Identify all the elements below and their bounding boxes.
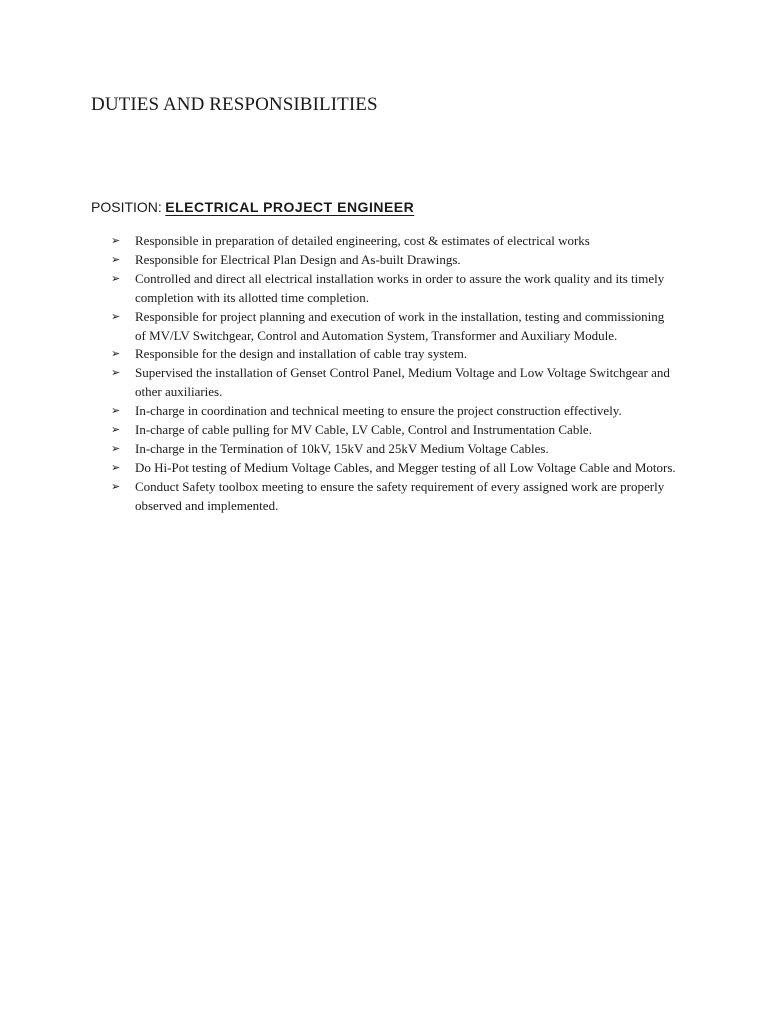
arrow-right-icon: ➢: [111, 366, 121, 380]
arrow-right-icon: ➢: [111, 423, 121, 437]
arrow-right-icon: ➢: [111, 404, 121, 418]
duty-item: [111, 459, 676, 478]
duty-text: Conduct Safety toolbox meeting to ensure the safety requirement of every assigned work are properly observed and implemented.: [135, 478, 665, 513]
duties-list: [111, 232, 676, 516]
duty-item: [111, 421, 676, 440]
duty-item: [111, 364, 676, 402]
position-label: POSITION:: [91, 199, 162, 215]
arrow-right-icon: ➢: [111, 347, 121, 361]
arrow-right-icon: ➢: [111, 234, 121, 247]
duty-item: [111, 402, 676, 421]
duty-item: [111, 270, 676, 308]
arrow-right-icon: ➢: [111, 252, 121, 266]
duty-text: In-charge in the Termination of 10kV, 15kV and 25kV Medium Voltage Cables.: [135, 440, 549, 456]
arrow-right-icon: ➢: [111, 309, 121, 323]
duty-item: [111, 308, 676, 346]
duty-text: In-charge in coordination and technical meeting to ensure the project construction effectively.: [135, 403, 622, 419]
duty-text: Do Hi-Pot testing of Medium Voltage Cables, and Megger testing of all Low Voltage Cable and Motors.: [135, 459, 676, 475]
duty-item: [111, 232, 676, 251]
arrow-right-icon: ➢: [111, 460, 121, 474]
duty-text: Responsible for the design and installation of cable tray system.: [135, 346, 468, 362]
duty-text: Supervised the installation of Genset Control Panel, Medium Voltage and Low Voltage Switchgear and other auxiliaries.: [135, 365, 670, 400]
duty-text: Responsible for project planning and execution of work in the installation, testing and commissioning of MV/LV Switchgear, Control and Automation System, Transformer and Auxiliary Module.: [135, 308, 665, 343]
duty-text: Controlled and direct all electrical installation works in order to assure the work quality and its timely completion with its allotted time completion.: [135, 270, 665, 305]
duty-item: [111, 440, 676, 459]
duty-item: [111, 345, 676, 364]
document-title: DUTIES AND RESPONSIBILITIES: [91, 94, 378, 115]
position-line: [91, 199, 414, 217]
duty-item: [111, 478, 676, 516]
arrow-right-icon: ➢: [111, 441, 121, 455]
duty-text: In-charge of cable pulling for MV Cable, LV Cable, Control and Instrumentation Cable.: [135, 422, 592, 438]
arrow-right-icon: ➢: [111, 479, 121, 493]
duty-text: Responsible for Electrical Plan Design and As-built Drawings.: [135, 251, 461, 267]
duty-text: Responsible in preparation of detailed engineering, cost & estimates of electrical works: [135, 233, 590, 248]
position-value: ELECTRICAL PROJECT ENGINEER: [165, 199, 415, 215]
arrow-right-icon: ➢: [111, 271, 121, 285]
duty-item: [111, 251, 676, 270]
